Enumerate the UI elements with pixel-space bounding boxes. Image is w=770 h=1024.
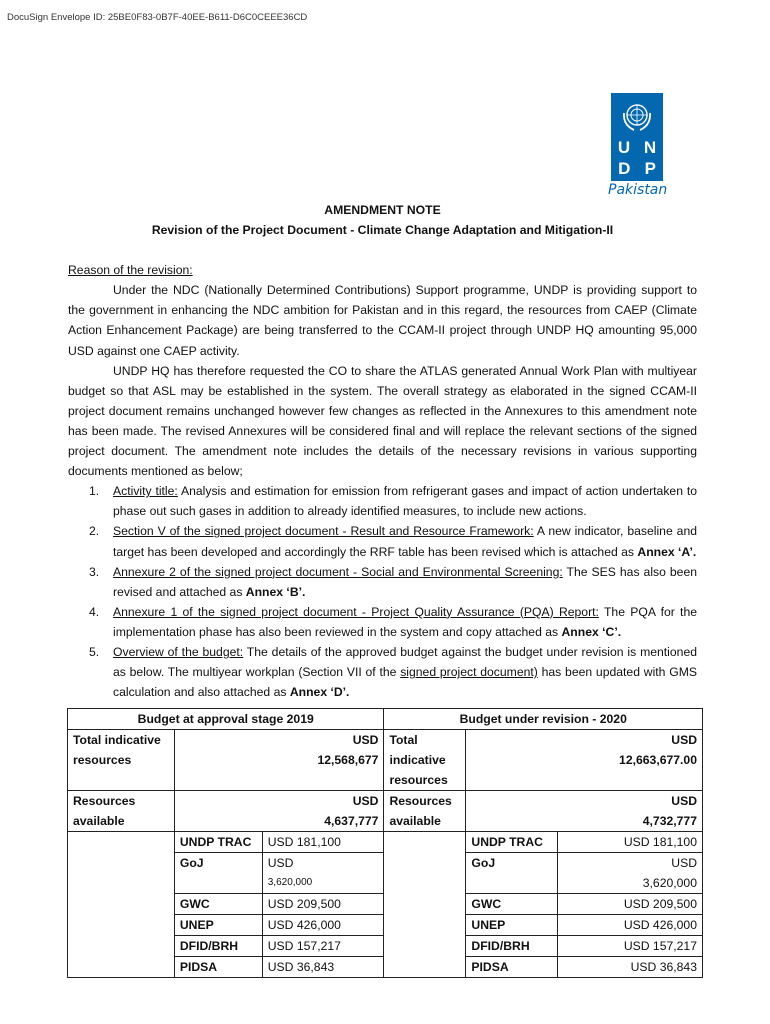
table-row: PIDSA USD 36,843 PIDSA USD 36,843: [68, 957, 703, 978]
avail-label-right: Resources available: [384, 791, 466, 832]
table-row: [68, 791, 703, 832]
avail-value-left: USD 4,637,777: [174, 791, 384, 832]
header-revision: Budget under revision - 2020: [384, 709, 703, 730]
un-emblem-icon: [620, 99, 654, 133]
docusign-envelope-id: DocuSign Envelope ID: 25BE0F83-0B7F-40EE-B611-D6C0CEEE36CD: [7, 12, 308, 23]
logo-letter: D: [618, 159, 631, 178]
document-title: AMENDMENT NOTE: [324, 203, 441, 217]
avail-label-left: Resources available: [68, 791, 175, 832]
table-row: UNDP TRAC USD 181,100 UNDP TRAC USD 181,100: [68, 832, 703, 853]
list-item: 3. Annexure 2 of the signed project document - Social and Environmental Screening: The SES has also been revised and attached as Annex ‘B’.: [89, 564, 697, 599]
document-body: [68, 200, 697, 702]
table-row: GoJ USD 3,620,000 GoJ USD 3,620,000: [68, 853, 703, 894]
avail-value-right: USD 4,732,777: [466, 791, 703, 832]
document-subtitle: Revision of the Project Document - Climate Change Adaptation and Mitigation-II: [151, 223, 614, 238]
revision-list: [68, 481, 697, 702]
list-item: 5. Overview of the budget: The details of the approved budget against the budget under revision is mentioned as below. The multiyear workplan (Section VII of the signed project document) has been updated with GMS calculation and also attached as Annex ‘D’.: [89, 644, 697, 700]
table-row: GWC USD 209,500 GWC USD 209,500: [68, 894, 703, 915]
header-approval: Budget at approval stage 2019: [68, 709, 384, 730]
paragraph-2: UNDP HQ has therefore requested the CO to share the ATLAS generated Annual Work Plan with multiyear budget so that ASL may be established in the system. The overall strategy as elaborated in the signed CCAM-II project document remains unchanged however few changes as reflected in the Annexures to this amendment note has been made. The revised Annexures will be considered final and will replace the relevant sections of the signed project document. The amendment note includes the details of the necessary revisions in various supporting documents mentioned as below;: [68, 363, 697, 479]
list-item: 2. Section V of the signed project document - Result and Resource Framework: A new indicator, baseline and target has been developed and accordingly the RRF table has been revised which is attached as Annex ‘A’.: [89, 524, 697, 559]
paragraph-1: Under the NDC (Nationally Determined Contributions) Support programme, UNDP is providing support to the government in enhancing the NDC ambition for Pakistan and in this regard, the resources from CAEP (Climate Action Enhancement Package) are being transferred to the CCAM-II project through UNDP HQ amounting 95,000 USD against one CAEP activity.: [68, 283, 697, 358]
undp-logo: [608, 93, 668, 198]
reason-heading: Reason of the revision:: [68, 263, 193, 278]
table-row: UNEP USD 426,000 UNEP USD 426,000: [68, 915, 703, 936]
logo-country: Pakistan: [608, 182, 668, 198]
total-label-right: Total indicative resources: [384, 730, 466, 791]
table-row: [68, 730, 703, 791]
table-header-row: [68, 709, 703, 730]
list-item: 1. Activity title: Analysis and estimation for emission from refrigerant gases and impact of action undertaken to phase out such gases in addition to already identified measures, to include new actions.: [89, 484, 697, 519]
total-label-left: Total indicative resources: [68, 730, 175, 791]
logo-letter: U: [617, 138, 631, 157]
total-value-right: USD 12,663,677.00: [466, 730, 703, 791]
table-row: DFID/BRH USD 157,217 DFID/BRH USD 157,217: [68, 936, 703, 957]
budget-table: [67, 708, 703, 978]
logo-letter: N: [643, 138, 657, 157]
total-value-left: USD 12,568,677: [174, 730, 384, 791]
logo-letter: P: [644, 159, 656, 178]
list-item: 4. Annexure 1 of the signed project document - Project Quality Assurance (PQA) Report: The PQA for the implementation phase has also been reviewed in the system and copy attached as Annex ‘C’.: [89, 604, 697, 639]
